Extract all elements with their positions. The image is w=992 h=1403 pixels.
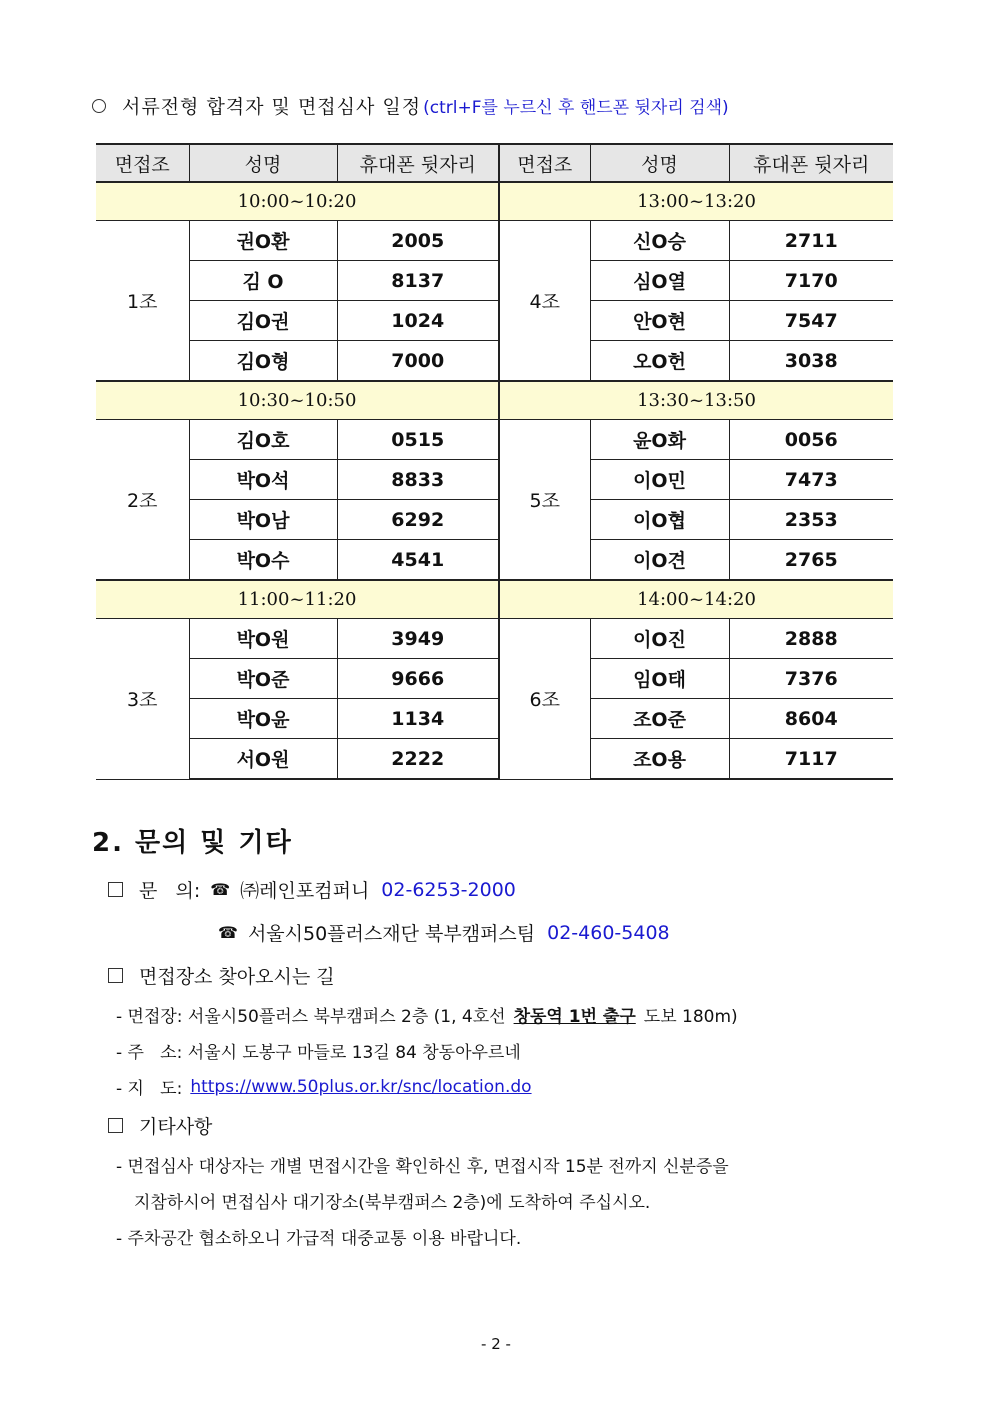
contact2-phone[interactable]: 02-460-5408 xyxy=(547,921,670,944)
phone-digits-cell: 7000 xyxy=(337,341,499,382)
name-cell: 박O준 xyxy=(189,659,337,699)
etc-line-1: - 면접심사 대상자는 개별 면접시간을 확인하신 후, 면접시작 15분 전까지 신분증을 xyxy=(116,1157,729,1177)
phone-icon: ☎ xyxy=(218,923,238,942)
venue-exit: 창동역 1번 출구 xyxy=(513,1007,636,1027)
map-link[interactable]: https://www.50plus.or.kr/snc/location.do xyxy=(190,1076,532,1097)
venue-prefix: - 면접장: 서울시50플러스 북부캠퍼스 2층 (1, 4호선 xyxy=(116,1007,506,1027)
search-hint: (ctrl+F를 누르신 후 핸드폰 뒷자리 검색) xyxy=(423,98,729,118)
name-cell: 김O형 xyxy=(189,341,337,382)
phone-digits-cell: 1134 xyxy=(337,699,499,739)
name-cell: 윤O화 xyxy=(590,420,729,460)
table-row xyxy=(96,500,893,540)
group-cell: 5조 xyxy=(499,420,590,581)
header-name: 성명 xyxy=(189,144,337,182)
table-header-row xyxy=(96,144,893,182)
phone-digits-cell: 9666 xyxy=(337,659,499,699)
phone-icon: ☎ xyxy=(210,880,231,899)
name-cell: 김 O xyxy=(189,261,337,301)
phone-digits-cell: 1024 xyxy=(337,301,499,341)
checkbox-bullet-icon xyxy=(108,968,123,983)
time-slot-row xyxy=(96,182,893,221)
name-cell: 심O열 xyxy=(590,261,729,301)
group-cell: 4조 xyxy=(499,221,590,382)
name-cell: 오O헌 xyxy=(590,341,729,382)
phone-digits-cell: 3949 xyxy=(337,619,499,659)
name-cell: 이O민 xyxy=(590,460,729,500)
phone-digits-cell: 7170 xyxy=(729,261,893,301)
name-cell: 이O견 xyxy=(590,540,729,581)
time-slot-left: 10:00~10:20 xyxy=(96,182,499,221)
phone-digits-cell: 8604 xyxy=(729,699,893,739)
phone-digits-cell: 2005 xyxy=(337,221,499,261)
venue-suffix: 도보 180m) xyxy=(643,1007,738,1027)
map-label: - 지 도: xyxy=(116,1079,183,1099)
phone-digits-cell: 6292 xyxy=(337,500,499,540)
phone-digits-cell: 2888 xyxy=(729,619,893,659)
header-phone: 휴대폰 뒷자리 xyxy=(337,144,499,182)
time-slot-left: 11:00~11:20 xyxy=(96,580,499,619)
directions-title: 면접장소 찾아오시는 길 xyxy=(139,966,335,988)
table-row xyxy=(96,540,893,581)
table-row xyxy=(96,261,893,301)
checkbox-bullet-icon xyxy=(108,882,123,897)
table-row xyxy=(96,460,893,500)
address-line: - 주 소: 서울시 도봉구 마들로 13길 84 창동아우르네 xyxy=(116,1043,521,1063)
checkbox-bullet-icon xyxy=(108,1118,123,1133)
phone-digits-cell: 2353 xyxy=(729,500,893,540)
schedule-title: 서류전형 합격자 및 면접심사 일정 xyxy=(122,96,422,118)
interview-schedule-table xyxy=(96,143,893,780)
group-cell: 1조 xyxy=(96,221,189,382)
name-cell: 조O준 xyxy=(590,699,729,739)
phone-digits-cell: 7117 xyxy=(729,739,893,780)
phone-digits-cell: 8833 xyxy=(337,460,499,500)
time-slot-right: 13:00~13:20 xyxy=(499,182,893,221)
phone-digits-cell: 7376 xyxy=(729,659,893,699)
directions-heading xyxy=(108,962,335,989)
time-slot-row xyxy=(96,580,893,619)
table-row xyxy=(96,619,893,659)
name-cell: 박O석 xyxy=(189,460,337,500)
name-cell: 이O진 xyxy=(590,619,729,659)
contact1-name: ㈜레인포컴퍼니 xyxy=(240,880,370,902)
time-slot-right: 14:00~14:20 xyxy=(499,580,893,619)
etc-title: 기타사항 xyxy=(139,1116,213,1138)
etc-line-3: - 주차공간 협소하오니 가급적 대중교통 이용 바랍니다. xyxy=(116,1229,522,1249)
header-name: 성명 xyxy=(590,144,729,182)
table-row xyxy=(96,341,893,382)
map-line xyxy=(116,1074,532,1099)
phone-digits-cell: 2765 xyxy=(729,540,893,581)
time-slot-row xyxy=(96,381,893,420)
table-row xyxy=(96,699,893,739)
section-title: 2. 문의 및 기타 xyxy=(92,828,293,858)
phone-digits-cell: 7473 xyxy=(729,460,893,500)
name-cell: 김O권 xyxy=(189,301,337,341)
time-slot-right: 13:30~13:50 xyxy=(499,381,893,420)
header-phone: 휴대폰 뒷자리 xyxy=(729,144,893,182)
venue-line xyxy=(116,1002,738,1027)
header-group: 면접조 xyxy=(499,144,590,182)
circle-bullet-icon xyxy=(92,99,106,113)
name-cell: 신O승 xyxy=(590,221,729,261)
time-slot-left: 10:30~10:50 xyxy=(96,381,499,420)
contact2-name: 서울시50플러스재단 북부캠퍼스팀 xyxy=(247,923,536,945)
name-cell: 박O남 xyxy=(189,500,337,540)
group-cell: 2조 xyxy=(96,420,189,581)
name-cell: 임O태 xyxy=(590,659,729,699)
inquiry-line xyxy=(108,876,516,903)
phone-digits-cell: 2222 xyxy=(337,739,499,780)
phone-digits-cell: 7547 xyxy=(729,301,893,341)
contact2-line xyxy=(218,919,670,946)
name-cell: 조O용 xyxy=(590,739,729,780)
name-cell: 안O현 xyxy=(590,301,729,341)
schedule-heading xyxy=(92,92,729,119)
phone-digits-cell: 0515 xyxy=(337,420,499,460)
table-row xyxy=(96,221,893,261)
page-number: - 2 - xyxy=(481,1335,511,1353)
name-cell: 박O수 xyxy=(189,540,337,581)
name-cell: 이O협 xyxy=(590,500,729,540)
table-row xyxy=(96,659,893,699)
contact1-phone[interactable]: 02-6253-2000 xyxy=(381,878,516,901)
phone-digits-cell: 4541 xyxy=(337,540,499,581)
table-row xyxy=(96,739,893,780)
name-cell: 서O원 xyxy=(189,739,337,780)
etc-heading xyxy=(108,1112,212,1139)
etc-line-2: 지참하시어 면접심사 대기장소(북부캠퍼스 2층)에 도착하여 주십시오. xyxy=(134,1193,651,1213)
phone-digits-cell: 0056 xyxy=(729,420,893,460)
phone-digits-cell: 2711 xyxy=(729,221,893,261)
group-cell: 6조 xyxy=(499,619,590,780)
phone-digits-cell: 3038 xyxy=(729,341,893,382)
name-cell: 박O원 xyxy=(189,619,337,659)
inquiry-label: 문 의: xyxy=(139,880,201,902)
table-row xyxy=(96,420,893,460)
phone-digits-cell: 8137 xyxy=(337,261,499,301)
group-cell: 3조 xyxy=(96,619,189,780)
name-cell: 권O환 xyxy=(189,221,337,261)
name-cell: 김O호 xyxy=(189,420,337,460)
header-group: 면접조 xyxy=(96,144,189,182)
name-cell: 박O윤 xyxy=(189,699,337,739)
table-row xyxy=(96,301,893,341)
